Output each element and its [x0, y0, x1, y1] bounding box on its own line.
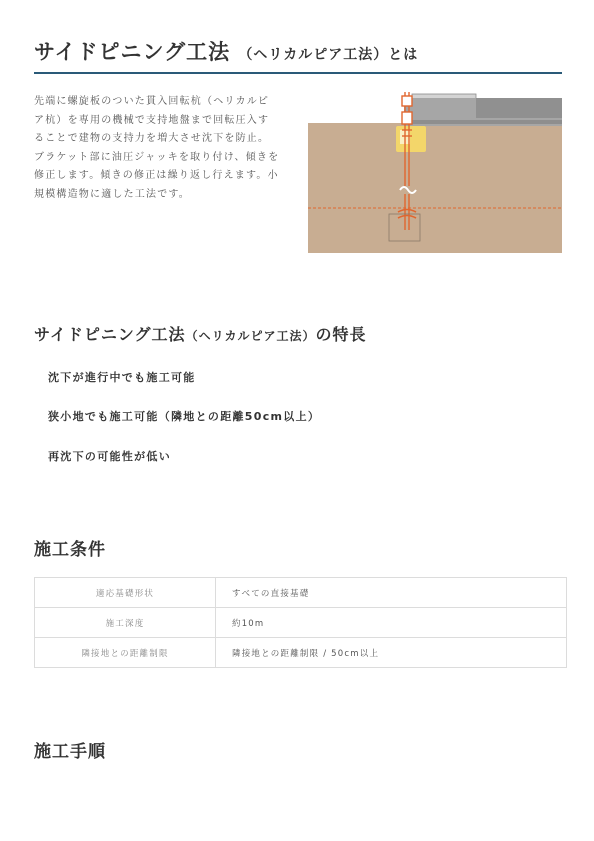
- table-cell: すべての直接基礎: [216, 578, 567, 608]
- intro-paragraph-2: ブラケット部に油圧ジャッキを取り付け、傾きを修正します。傾きの修正は繰り返し行えます。小規模構造物に適した工法です。: [34, 151, 280, 200]
- table-cell: 隣接地との距離制限 / 50cm以上: [216, 638, 567, 668]
- table-header-cell: 隣接地との距離制限: [35, 638, 216, 668]
- table-row: [35, 638, 567, 668]
- conditions-table: [34, 577, 567, 668]
- table-header-cell: 適応基礎形状: [35, 578, 216, 608]
- page-title-sub: （ヘリカルピア工法）とは: [238, 47, 419, 63]
- intro-paragraph-1: 先端に螺旋板のついた貫入回転杭（ヘリカルピア杭）を専用の機械で支持地盤まで回転圧入することで建物の支持力を増大させ沈下を防止。: [34, 96, 270, 144]
- feature-item: 再沈下の可能性が低い: [48, 450, 171, 463]
- table-row: [35, 608, 567, 638]
- procedure-heading: 施工手順: [34, 742, 106, 762]
- page-title-main: サイドピニング工法: [34, 40, 231, 64]
- conditions-heading: 施工条件: [34, 540, 106, 560]
- feature-item: 狭小地でも施工可能（隣地との距離50cm以上）: [48, 410, 321, 423]
- title-underline: [34, 72, 562, 74]
- table-header-cell: 施工深度: [35, 608, 216, 638]
- intro-text: [34, 93, 280, 204]
- method-diagram: [308, 90, 562, 253]
- table-cell: 約10m: [216, 608, 567, 638]
- table-row: [35, 578, 567, 608]
- page-title: [34, 36, 418, 66]
- feature-item: 沈下が進行中でも施工可能: [48, 371, 196, 384]
- features-heading: サイドピニング工法（ヘリカルピア工法）の特長: [34, 325, 367, 344]
- soil-layer: [308, 123, 562, 253]
